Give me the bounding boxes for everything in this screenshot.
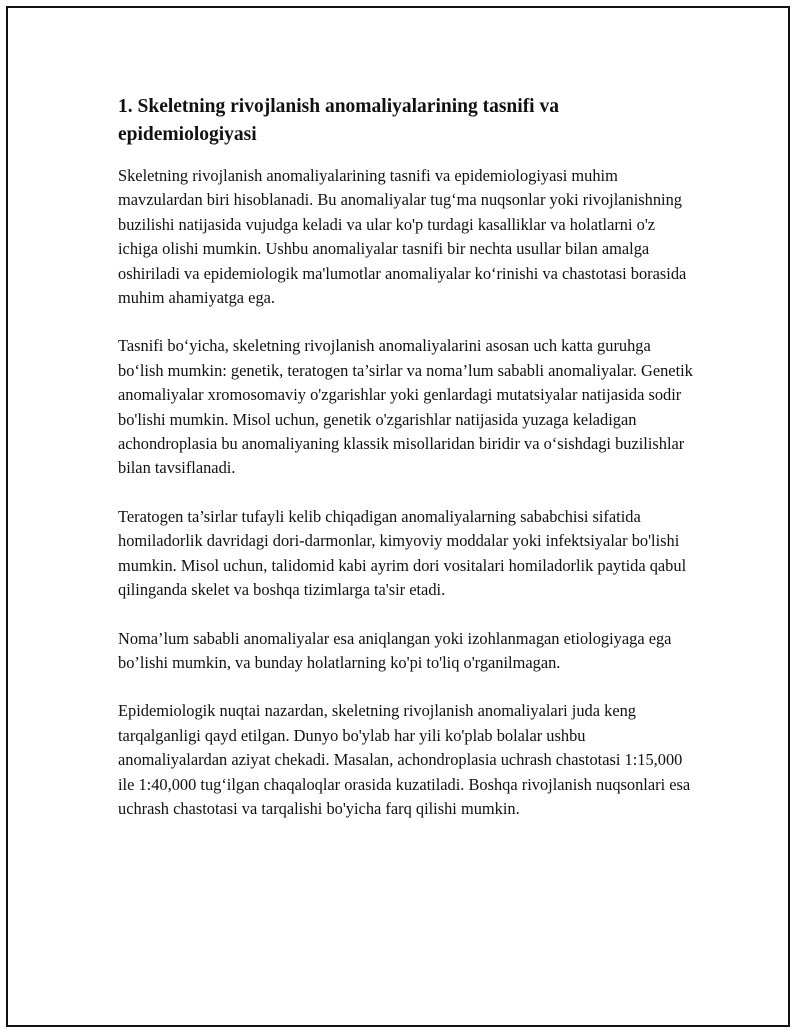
document-body xyxy=(118,93,693,845)
paragraph-intro: Skeletning rivojlanish anomaliyalarining tasnifi va epidemiologiyasi muhim mavzulardan biri hisoblanadi. Bu anomaliyalar tug‘ma nuqsonlar yoki rivojlanishning buzilishi natijasida vujudga keladi va ular ko'p turdagi kasalliklar va holatlarni o'z ichiga olishi mumkin. Ushbu anomaliyalar tasnifi bir nechta usullar bilan amalga oshiriladi va epidemiologik ma'lumotlar anomaliyalar ko‘rinishi va chastotasi borasida muhim ahamiyatga ega. xyxy=(118,166,687,308)
paragraph-epidemiology: Epidemiologik nuqtai nazardan, skeletning rivojlanish anomaliyalari juda keng tarqalganligi qayd etilgan. Dunyo bo'ylab har yili ko'plab bolalar ushbu anomaliyalardan aziyat chekadi. Masalan, achondroplasia uchrash chastotasi 1:15,000 ile 1:40,000 tug‘ilgan chaqaloqlar orasida kuzatiladi. Boshqa rivojlanish nuqsonlari esa uchrash chastotasi va tarqalishi bo'yicha farq qilishi mumkin. xyxy=(118,701,691,818)
section-heading: 1. Skeletning rivojlanish anomaliyalarining tasnifi va epidemiologiyasi xyxy=(118,96,559,145)
paragraph-unknown-causes: Noma’lum sababli anomaliyalar esa aniqlangan yoki izohlanmagan etiologiyaga ega bo’lishi mumkin, va bunday holatlarning ko'pi to'liq o'rganilmagan. xyxy=(118,628,672,672)
paragraph-teratogen: Teratogen ta’sirlar tufayli kelib chiqadigan anomaliyalarning sababchisi sifatida homiladorlik davridagi dori-darmonlar, kimyoviy moddalar yoki infektsiyalar bo'lishi mumkin. Misol uchun, talidomid kabi ayrim dori vositalari homiladorlik paytida qabul qilinganda skelet va boshqa tizimlarga ta'sir etadi. xyxy=(118,506,687,600)
paragraph-classification: Tasnifi bo‘yicha, skeletning rivojlanish anomaliyalarini asosan uch katta guruhga bo‘lish mumkin: genetik, teratogen ta’sirlar va noma’lum sababli anomaliyalar. Genetik anomaliyalar xromosomaviy o'zgarishlar yoki genlardagi mutatsiyalar natijasida sodir bo'lishi mumkin. Misol uchun, genetik o'zgarishlar natijasida yuzaga keladigan achondroplasia bu anomaliyaning klassik misollaridan biridir va o‘sishdagi buzilishlar bilan tavsiflanadi. xyxy=(118,336,693,478)
